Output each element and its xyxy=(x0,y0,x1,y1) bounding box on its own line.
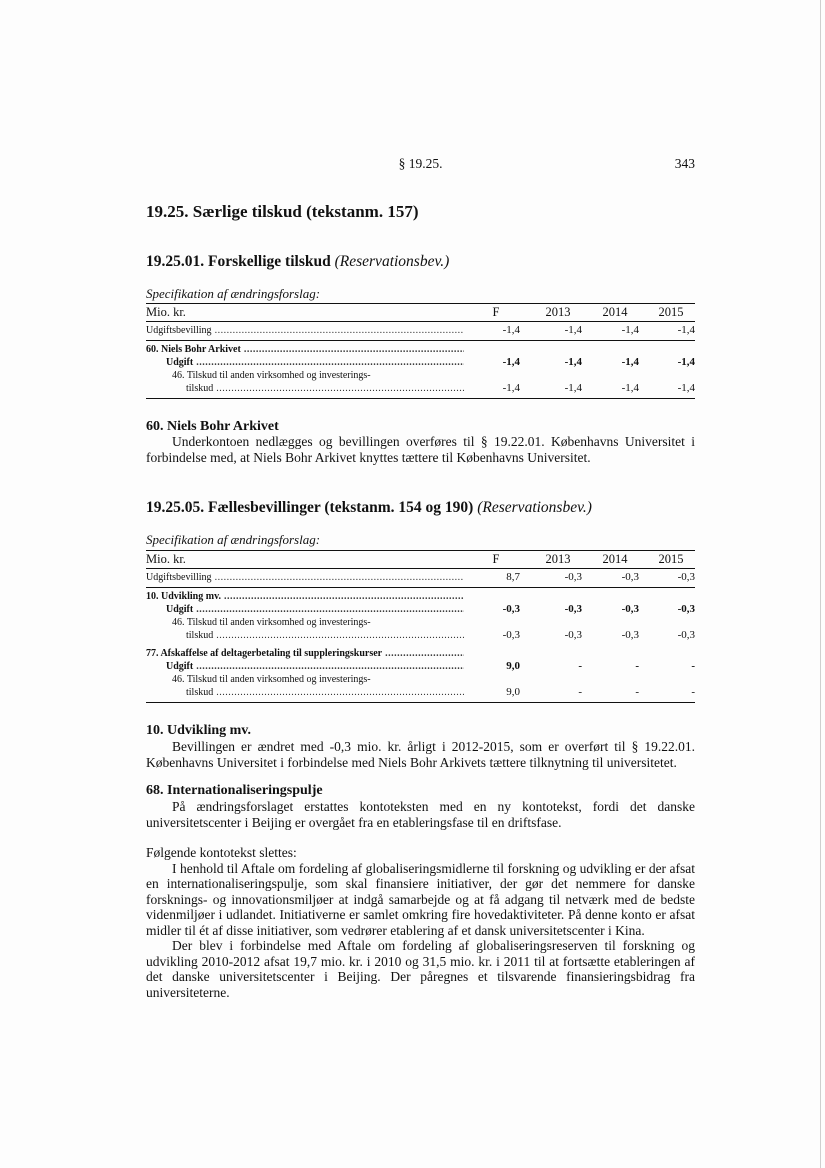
cell: - xyxy=(578,660,582,672)
header-col: 2014 xyxy=(602,552,628,566)
cell: -1,4 xyxy=(621,382,639,394)
page-number: 343 xyxy=(674,156,695,171)
row-label: 77. Afskaffelse af deltagerbetaling til suppleringskurser ..... xyxy=(146,647,464,660)
running-head xyxy=(146,156,695,176)
cell: -1,4 xyxy=(621,324,639,336)
header-col: F xyxy=(492,305,500,319)
cell: -0,3 xyxy=(564,629,582,641)
header-col: 2013 xyxy=(545,552,571,566)
cell: -0,3 xyxy=(677,571,695,583)
section-title: 19.25.01. Forskellige tilskud xyxy=(146,253,331,270)
row-label: 60. Niels Bohr Arkivet ..... xyxy=(146,343,464,356)
table-row xyxy=(146,587,695,603)
cell: -0,3 xyxy=(564,603,582,615)
cell: 9,0 xyxy=(506,686,520,698)
section-heading-2 xyxy=(146,499,592,517)
cell: -0,3 xyxy=(621,603,639,615)
cell: -0,3 xyxy=(502,629,520,641)
row-label: tilskud ..... xyxy=(146,629,464,642)
cell: -1,4 xyxy=(621,356,639,368)
header-col: 2013 xyxy=(545,305,571,319)
cell: 8,7 xyxy=(506,571,520,583)
row-label: 10. Udvikling mv. ..... xyxy=(146,590,464,603)
cell: -1,4 xyxy=(564,382,582,394)
table-header xyxy=(146,550,695,569)
spec-table-2 xyxy=(146,550,695,703)
row-label: 46. Tilskud til anden virksomhed og investerings- xyxy=(172,370,371,381)
cell: -1,4 xyxy=(677,356,695,368)
chapter-heading: 19.25. Særlige tilskud (tekstanm. 157) xyxy=(146,202,419,221)
cell: 9,0 xyxy=(506,660,520,672)
header-col: 2015 xyxy=(658,552,684,566)
section-title-note: (Reservationsbev.) xyxy=(477,499,592,516)
cell: -1,4 xyxy=(677,324,695,336)
cell: -0,3 xyxy=(677,629,695,641)
paragraph: Underkontoen nedlægges og bevillingen overføres til § 19.22.01. Københavns Universitet i forbindelse med, at Niels Bohr Arkivet knyttes tættere til Københavns Universitet. xyxy=(146,434,695,465)
note-body-68 xyxy=(146,799,695,1000)
header-unit: Mio. kr. xyxy=(146,305,186,319)
note-body-10 xyxy=(146,739,695,770)
cell: -1,4 xyxy=(564,356,582,368)
cell: -1,4 xyxy=(502,356,520,368)
row-label: Udgiftsbevilling ..... xyxy=(146,571,464,584)
row-label: Udgift ..... xyxy=(146,660,464,673)
header-col: F xyxy=(492,552,500,566)
note-title-60: 60. Niels Bohr Arkivet xyxy=(146,419,279,434)
table-row xyxy=(146,673,695,686)
table-row xyxy=(146,629,695,642)
row-label: 46. Tilskud til anden virksomhed og investerings- xyxy=(172,617,371,628)
note-title-10: 10. Udvikling mv. xyxy=(146,723,252,738)
table-row xyxy=(146,369,695,382)
table-row xyxy=(146,382,695,395)
table-row xyxy=(146,603,695,616)
cell: -0,3 xyxy=(621,629,639,641)
section-title-note: (Reservationsbev.) xyxy=(334,253,450,270)
section-title: 19.25.05. Fællesbevillinger (tekstanm. 154 og 190) xyxy=(146,499,474,516)
cell: - xyxy=(635,660,639,672)
note-title-68: 68. Internationaliseringspulje xyxy=(146,783,323,798)
cell: -1,4 xyxy=(564,324,582,336)
cell: -1,4 xyxy=(677,382,695,394)
cell: -0,3 xyxy=(677,603,695,615)
table-row xyxy=(146,340,695,356)
paragraph: I henhold til Aftale om fordeling af globaliseringsmidlerne til forskning og udvikling er der afsat en internationaliseringspulje, som skal finansiere initiativer, der gør det nemmere for danske forsknings- og innovationsmiljøer at indgå samarbejde og at få adgang til netværk med de bedste videnmiljøer i udlandet. Initiativerne er samlet omkring fire hovedaktiviteter. På denne konto er afsat midler til ét af disse initiativer, som vedrører etablering af et dansk universitetscenter i Kina. xyxy=(146,860,695,938)
header-col: 2014 xyxy=(602,305,628,319)
cell: -1,4 xyxy=(502,324,520,336)
paragraph-lead: Følgende kontotekst slettes: xyxy=(146,845,297,860)
section-heading-1 xyxy=(146,253,449,271)
header-col: 2015 xyxy=(658,305,684,319)
table-row xyxy=(146,660,695,673)
running-head-section: § 19.25. xyxy=(398,156,443,171)
cell: -0,3 xyxy=(564,571,582,583)
cell: - xyxy=(635,686,639,698)
paragraph: På ændringsforslaget erstattes kontoteksten med en ny kontotekst, fordi det danske universitetscenter i Beijing er overgået fra en etableringsfase til en driftsfase. xyxy=(146,799,695,830)
paragraph: Bevillingen er ændret med -0,3 mio. kr. årligt i 2012-2015, som er overført til § 19.22.01. Københavns Universitet i forbindelse med Niels Bohr Arkivets tættere tilknytning til universitetet. xyxy=(146,739,695,770)
table-row xyxy=(146,324,695,337)
header-unit: Mio. kr. xyxy=(146,552,186,566)
note-body-60 xyxy=(146,434,695,465)
spec-caption-2: Specifikation af ændringsforslag: xyxy=(146,532,321,547)
row-label: tilskud ..... xyxy=(146,686,464,699)
row-label: Udgift ..... xyxy=(146,603,464,616)
spec-table-1 xyxy=(146,303,695,399)
table-row xyxy=(146,686,695,699)
table-row xyxy=(146,616,695,629)
cell: - xyxy=(691,686,695,698)
cell: - xyxy=(578,686,582,698)
row-label: Udgiftsbevilling ..... xyxy=(146,324,464,337)
table-row xyxy=(146,356,695,369)
table-row xyxy=(146,571,695,584)
cell: -0,3 xyxy=(621,571,639,583)
spec-caption-1: Specifikation af ændringsforslag: xyxy=(146,286,321,301)
cell: -0,3 xyxy=(502,603,520,615)
table-row xyxy=(146,647,695,660)
cell: - xyxy=(691,660,695,672)
table-header xyxy=(146,303,695,322)
row-label: Udgift ..... xyxy=(146,356,464,369)
cell: -1,4 xyxy=(502,382,520,394)
row-label: 46. Tilskud til anden virksomhed og investerings- xyxy=(172,674,371,685)
scan-edge-line xyxy=(820,0,821,1168)
paragraph: Der blev i forbindelse med Aftale om fordeling af globaliseringsreserven til forskning og udvikling 2010-2012 afsat 19,7 mio. kr. i 2010 og 31,5 mio. kr. i 2011 til at fortsætte etableringen af det danske universitetscenter i Beijing. Der påregnes et tilsvarende finansieringsbidrag fra universiteterne. xyxy=(146,938,695,1000)
row-label: tilskud ..... xyxy=(146,382,464,395)
